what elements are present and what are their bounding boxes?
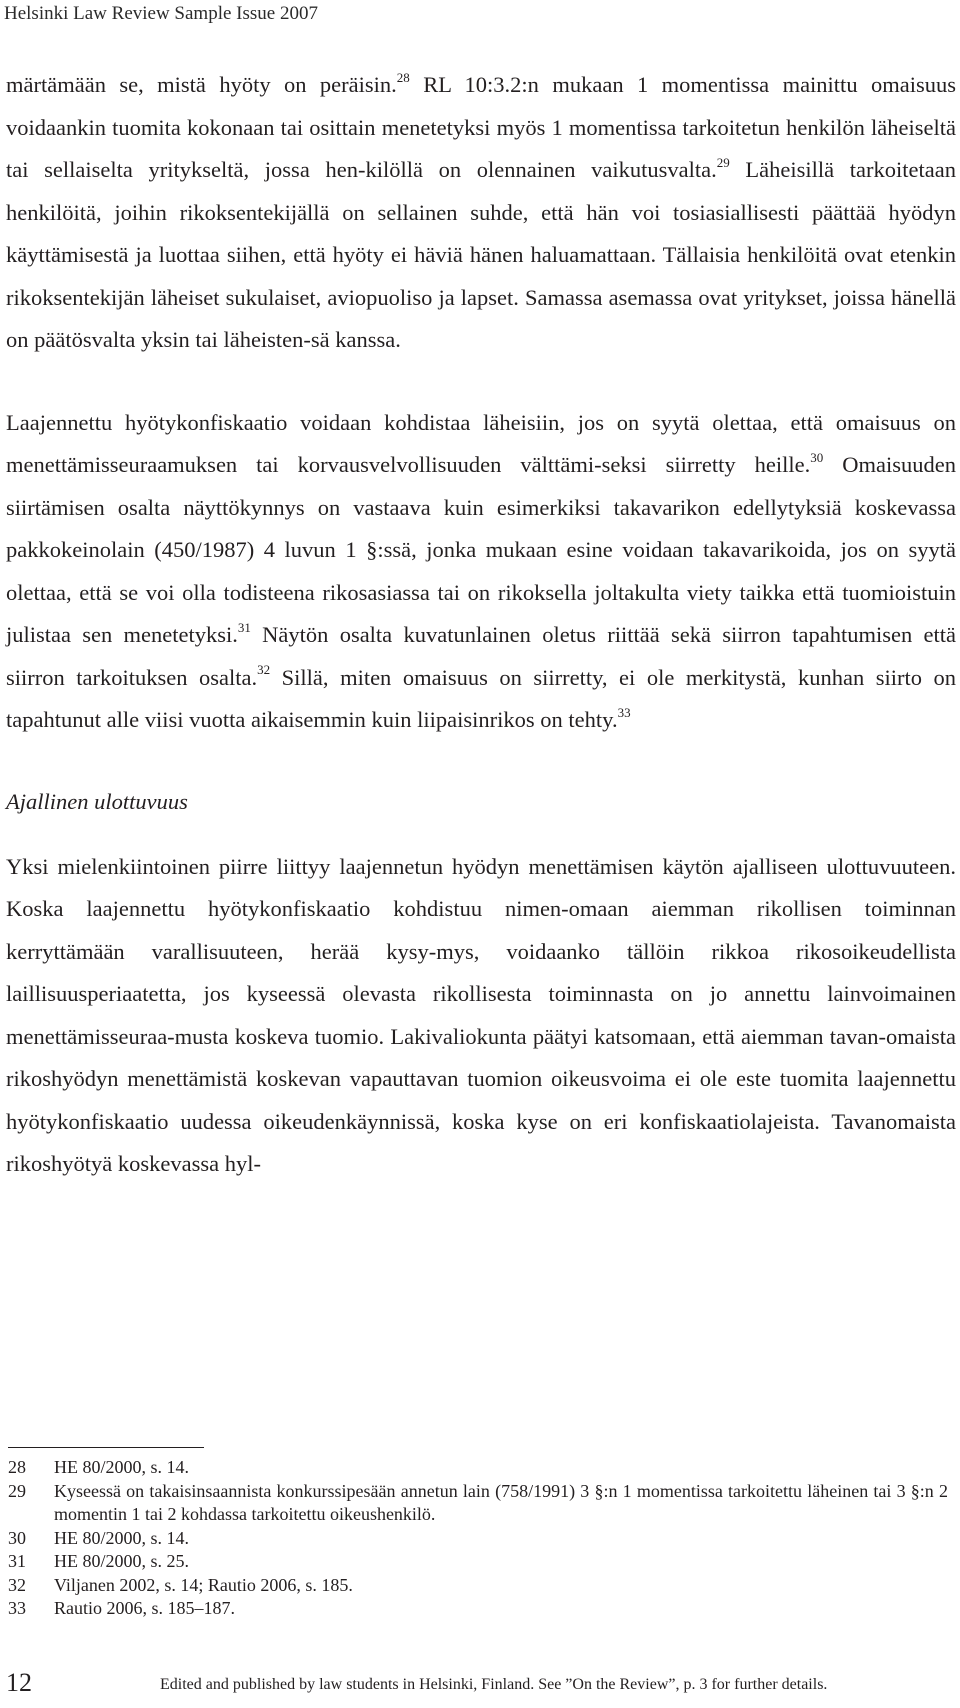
footnote-item bbox=[8, 1527, 948, 1551]
paragraph-2-part-4: Sillä, miten omaisuus on siirretty, ei ole merkitystä, kunhan siirto on tapahtunut alle viisi vuotta aikaisemmin kuin liipaisinrikos on tehty. bbox=[6, 664, 957, 732]
paragraph-1-part-2: RL 10:3.2:n mukaan 1 momentissa mainittu omaisuus voidaankin tuomita kokonaan tai osittain menetetyksi myös 1 momentissa tarkoitetun henkilön läheiseltä tai sellaiselta yritykseltä, jossa hen-kilöllä on olennainen vaikutusvalta. bbox=[6, 72, 956, 182]
footnote-ref-29[interactable]: 29 bbox=[716, 154, 730, 170]
footnote-text: Rautio 2006, s. 185–187. bbox=[54, 1598, 236, 1618]
paragraph-3: Yksi mielenkiintoinen piirre liittyy laajennetun hyödyn menettämisen käytön ajalliseen ulottuvuuteen. Koska laajennettu hyötykonfiskaatio kohdistuu nimen-omaan aiemman rikollisen toiminnan kerryttämään varallisuuteen, herää kysy-mys, voidaanko tällöin rikkoa rikosoikeudellista laillisuusperiaatetta, jos kyseessä olevasta rikollisesta toiminnasta on jo annettu lainvoimainen menettämisseuraa-musta koskeva tuomio. Lakivaliokunta päätyi katsomaan, että aiemman tavan-omaista rikoshyödyn menettämistä koskevan vapauttavan tuomion oikeusvoima ei ole este tuomita laajennettu hyötykonfiskaatio uudessa oikeudenkäynnissä, koska kyse on eri konfiskaatiolajeista. Tavanomaista rikoshyötyä koskevassa hyl- bbox=[6, 853, 956, 1176]
footnote-text: Kyseessä on takaisinsaannista konkurssipesään annetun lain (758/1991) 3 §:n 1 momentissa tarkoitettu läheinen tai 3 §:n 2 momentin 1 tai 2 kohdassa tarkoitettu oikeushenkilö. bbox=[54, 1480, 948, 1524]
paragraph-1-part-1: märtämään se, mistä hyöty on peräisin. bbox=[6, 72, 397, 97]
footnote-ref-32[interactable]: 32 bbox=[257, 662, 271, 677]
paragraph-2 bbox=[6, 402, 956, 742]
paragraph-2-part-2: Omaisuuden siirtämisen osalta näyttökynnys on vastaava kuin esimerkiksi takavarikon edellytyksiä koskevassa pakkokeinolain (450/1987) 4 luvun 1 §:ssä, jonka mukaan esine voidaan takavarikoida, jos on syytä olettaa, että se voi olla todisteena rikosasiassa tai on rikoksella joltakulta viety taikka että tuomioistuin julistaa sen menetetyksi. bbox=[6, 452, 956, 647]
footnote-text: HE 80/2000, s. 14. bbox=[54, 1457, 189, 1477]
footnote-ref-33[interactable]: 33 bbox=[617, 704, 631, 720]
body-text bbox=[6, 64, 956, 1186]
footnote-text: HE 80/2000, s. 25. bbox=[54, 1551, 189, 1571]
footnote-item bbox=[8, 1550, 948, 1574]
footnote-ref-30[interactable]: 30 bbox=[810, 449, 824, 465]
footnote-ref-28[interactable]: 28 bbox=[396, 69, 410, 85]
footnote-number: 31 bbox=[8, 1551, 26, 1571]
paragraph-1-part-3: Läheisillä tarkoitetaan henkilöitä, joihin rikoksentekijällä on sellainen suhde, että hän voi tosiasiallisesti päättää hyödyn käyttämisestä ja luottaa siihen, että hyöty ei häviä hänen haluamattaan. Tällaisia henkilöitä ovat etenkin rikoksentekijän läheiset sukulaiset, aviopuoliso ja lapset. Samassa asemassa ovat yritykset, joissa hänellä on päätösvalta yksin tai läheisten-sä kanssa. bbox=[6, 157, 956, 352]
footnote-item bbox=[8, 1574, 948, 1598]
page-footer bbox=[0, 1668, 960, 1698]
footer-note: Edited and published by law students in Helsinki, Finland. See ”On the Review”, p. 3 for further details. bbox=[160, 1676, 828, 1693]
footnote-item bbox=[8, 1597, 948, 1621]
paragraph-1 bbox=[6, 64, 956, 362]
paragraph-2-part-3: Näytön osalta kuvatunlainen oletus riittää sekä siirron tapahtumisen että siirron tarkoituksen osalta. bbox=[6, 622, 956, 690]
footnotes bbox=[8, 1456, 948, 1621]
section-heading: Ajallinen ulottuvuus bbox=[6, 788, 188, 814]
footnote-number: 29 bbox=[8, 1480, 26, 1501]
paragraph-2-part-1: Laajennettu hyötykonfiskaatio voidaan kohdistaa läheisiin, jos on syytä olettaa, että omaisuus on menettämisseuraamuksen tai korvausvelvollisuuden välttämi-seksi siirretty heille. bbox=[6, 409, 956, 477]
footnote-ref-31[interactable]: 31 bbox=[237, 619, 251, 635]
footnote-number: 30 bbox=[8, 1527, 26, 1548]
footnote-divider bbox=[8, 1447, 204, 1448]
footnote-number: 32 bbox=[8, 1574, 26, 1595]
footnote-number: 33 bbox=[8, 1598, 26, 1618]
footnote-text: Viljanen 2002, s. 14; Rautio 2006, s. 185. bbox=[54, 1574, 353, 1595]
page-number: 12 bbox=[6, 1668, 32, 1697]
running-header: Helsinki Law Review Sample Issue 2007 bbox=[4, 3, 318, 24]
footnote-number: 28 bbox=[8, 1457, 26, 1477]
footnote-text: HE 80/2000, s. 14. bbox=[54, 1527, 189, 1548]
footnote-item bbox=[8, 1456, 948, 1480]
footnote-item bbox=[8, 1480, 948, 1527]
